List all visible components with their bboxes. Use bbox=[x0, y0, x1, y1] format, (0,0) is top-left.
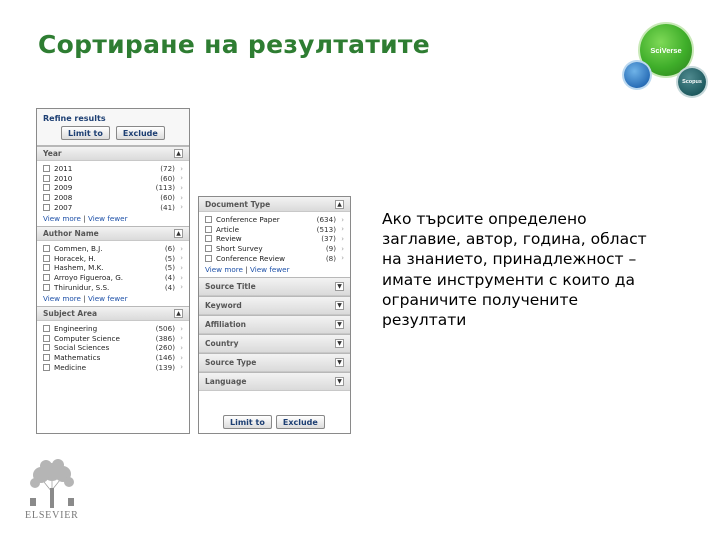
subject-area-section-title: Subject Area bbox=[43, 308, 98, 318]
refine-title: Refine results bbox=[43, 114, 106, 123]
item-count: (9) bbox=[325, 244, 336, 254]
scopus-logo bbox=[678, 68, 706, 96]
scopus-logo-text: Scopus bbox=[682, 79, 702, 85]
item-count: (5) bbox=[164, 263, 175, 273]
item-label[interactable]: Short Survey bbox=[216, 244, 263, 254]
item-label[interactable]: Thirunidur, S.S. bbox=[54, 282, 110, 292]
list-item bbox=[43, 174, 183, 184]
item-label[interactable]: Medicine bbox=[54, 362, 87, 372]
elsevier-wordmark: ELSEVIER bbox=[25, 510, 79, 521]
separator: | bbox=[83, 293, 86, 303]
list-item bbox=[205, 215, 344, 225]
document-type-checkbox[interactable] bbox=[205, 245, 212, 252]
refine-button-row bbox=[43, 126, 183, 140]
item-count: (634) bbox=[316, 215, 336, 225]
view-fewer-link[interactable]: View fewer bbox=[87, 213, 128, 223]
subject-checkbox[interactable] bbox=[43, 335, 50, 342]
view-links bbox=[43, 292, 183, 304]
list-item bbox=[43, 244, 183, 254]
item-count: (37) bbox=[321, 234, 336, 244]
chevron-right-icon: › bbox=[341, 244, 344, 253]
item-label[interactable]: 2010 bbox=[54, 173, 73, 183]
country-section-header[interactable] bbox=[199, 334, 350, 353]
chevron-right-icon: › bbox=[180, 254, 183, 263]
subject-checkbox[interactable] bbox=[43, 325, 50, 332]
item-label[interactable]: Hashem, M.K. bbox=[54, 263, 104, 273]
item-label[interactable]: Mathematics bbox=[54, 353, 101, 363]
author-checkbox[interactable] bbox=[43, 245, 50, 252]
refine-results-panel bbox=[36, 108, 190, 434]
source-type-section-title: Source Type bbox=[205, 357, 257, 367]
item-count: (41) bbox=[160, 202, 175, 212]
expand-icon[interactable]: ▼ bbox=[335, 301, 344, 310]
year-checkbox[interactable] bbox=[43, 175, 50, 182]
document-type-checkbox[interactable] bbox=[205, 235, 212, 242]
year-checkbox[interactable] bbox=[43, 165, 50, 172]
chevron-right-icon: › bbox=[341, 215, 344, 224]
source-title-section-header[interactable] bbox=[199, 277, 350, 296]
affiliation-section-header[interactable] bbox=[199, 315, 350, 334]
author-checkbox[interactable] bbox=[43, 255, 50, 262]
expand-icon[interactable]: ▼ bbox=[335, 282, 344, 291]
collapse-icon[interactable]: ▲ bbox=[335, 200, 344, 209]
chevron-right-icon: › bbox=[180, 353, 183, 362]
list-item bbox=[43, 164, 183, 174]
keyword-section-header[interactable] bbox=[199, 296, 350, 315]
item-count: (146) bbox=[155, 353, 175, 363]
limit-to-button-bottom[interactable]: Limit to bbox=[223, 415, 272, 429]
document-type-checkbox[interactable] bbox=[205, 226, 212, 233]
document-type-checkbox[interactable] bbox=[205, 216, 212, 223]
chevron-right-icon: › bbox=[180, 193, 183, 202]
year-checkbox[interactable] bbox=[43, 184, 50, 191]
item-count: (5) bbox=[164, 253, 175, 263]
exclude-button[interactable]: Exclude bbox=[116, 126, 165, 140]
expand-icon[interactable]: ▼ bbox=[335, 339, 344, 348]
year-checkbox[interactable] bbox=[43, 204, 50, 211]
author-section-header[interactable] bbox=[37, 226, 189, 241]
chevron-right-icon: › bbox=[180, 174, 183, 183]
list-item bbox=[205, 244, 344, 254]
chevron-right-icon: › bbox=[180, 263, 183, 272]
list-item bbox=[43, 362, 183, 372]
list-item bbox=[205, 253, 344, 263]
subject-checkbox[interactable] bbox=[43, 364, 50, 371]
chevron-right-icon: › bbox=[180, 334, 183, 343]
refine-results-panel-continued bbox=[198, 196, 351, 434]
chevron-right-icon: › bbox=[341, 234, 344, 243]
affiliation-section-title: Affiliation bbox=[205, 319, 247, 329]
item-count: (8) bbox=[325, 253, 336, 263]
author-checkbox[interactable] bbox=[43, 284, 50, 291]
document-type-section-header[interactable] bbox=[199, 197, 350, 212]
list-item bbox=[43, 343, 183, 353]
item-count: (6) bbox=[164, 244, 175, 254]
source-type-section-header[interactable] bbox=[199, 353, 350, 372]
item-count: (506) bbox=[155, 324, 175, 334]
view-fewer-link[interactable]: View fewer bbox=[87, 293, 128, 303]
chevron-right-icon: › bbox=[180, 343, 183, 352]
item-label[interactable]: Social Sciences bbox=[54, 343, 110, 353]
author-checkbox[interactable] bbox=[43, 274, 50, 281]
year-section-body bbox=[37, 161, 189, 226]
list-item bbox=[43, 202, 183, 212]
list-item bbox=[43, 273, 183, 283]
view-more-link[interactable]: View more bbox=[43, 293, 81, 303]
item-count: (72) bbox=[160, 164, 175, 174]
item-count: (139) bbox=[155, 362, 175, 372]
item-label[interactable]: 2009 bbox=[54, 183, 73, 193]
view-links bbox=[205, 263, 344, 275]
list-item bbox=[43, 183, 183, 193]
item-label[interactable]: Horacek, H. bbox=[54, 253, 96, 263]
list-item bbox=[43, 334, 183, 344]
chevron-right-icon: › bbox=[180, 283, 183, 292]
chevron-right-icon: › bbox=[180, 324, 183, 333]
collapse-icon[interactable]: ▲ bbox=[174, 229, 183, 238]
sciverse-logo-text: SciVerse bbox=[650, 45, 682, 55]
item-count: (4) bbox=[164, 282, 175, 292]
slide-title: Сортиране на резултатите bbox=[38, 30, 430, 59]
item-count: (113) bbox=[155, 183, 175, 193]
list-item bbox=[43, 193, 183, 203]
limit-to-button[interactable]: Limit to bbox=[61, 126, 110, 140]
item-label[interactable]: Conference Review bbox=[216, 253, 285, 263]
separator: | bbox=[245, 264, 248, 274]
language-section-header[interactable] bbox=[199, 372, 350, 391]
list-item bbox=[43, 254, 183, 264]
subject-area-section-body bbox=[37, 321, 189, 374]
item-label[interactable]: Commen, B.J. bbox=[54, 244, 103, 254]
list-item bbox=[43, 324, 183, 334]
subject-checkbox[interactable] bbox=[43, 344, 50, 351]
document-type-section-body bbox=[199, 212, 350, 277]
item-label[interactable]: Arroyo Figueroa, G. bbox=[54, 273, 124, 283]
author-section-title: Author Name bbox=[43, 228, 99, 238]
item-count: (513) bbox=[316, 224, 336, 234]
subject-checkbox[interactable] bbox=[43, 354, 50, 361]
chevron-right-icon: › bbox=[180, 273, 183, 282]
year-checkbox[interactable] bbox=[43, 194, 50, 201]
source-title-section-title: Source Title bbox=[205, 281, 256, 291]
list-item bbox=[205, 234, 344, 244]
list-item bbox=[43, 353, 183, 363]
item-label[interactable]: 2007 bbox=[54, 202, 73, 212]
item-count: (60) bbox=[160, 173, 175, 183]
view-more-link[interactable]: View more bbox=[43, 213, 81, 223]
collapse-icon[interactable]: ▲ bbox=[174, 309, 183, 318]
item-label[interactable]: 2011 bbox=[54, 164, 73, 174]
chevron-right-icon: › bbox=[180, 244, 183, 253]
country-section-title: Country bbox=[205, 338, 239, 348]
view-more-link[interactable]: View more bbox=[205, 264, 243, 274]
chevron-right-icon: › bbox=[180, 164, 183, 173]
language-section-title: Language bbox=[205, 376, 247, 386]
item-count: (4) bbox=[164, 273, 175, 283]
list-item bbox=[205, 225, 344, 235]
author-checkbox[interactable] bbox=[43, 264, 50, 271]
body-text: Ако търсите определено заглавие, автор, година, област на знанието, принадлежност – имате инструменти с които да ограничите получените резултати bbox=[382, 210, 647, 330]
refine-bottom-button-row bbox=[223, 415, 325, 429]
sciverse-blue-circle bbox=[624, 62, 650, 88]
expand-icon[interactable]: ▼ bbox=[335, 377, 344, 386]
exclude-button-bottom[interactable]: Exclude bbox=[276, 415, 325, 429]
item-count: (386) bbox=[155, 333, 175, 343]
document-type-checkbox[interactable] bbox=[205, 255, 212, 262]
view-links bbox=[43, 212, 183, 224]
document-type-section-title: Document Type bbox=[205, 199, 271, 209]
item-label[interactable]: Conference Paper bbox=[216, 215, 280, 225]
chevron-right-icon: › bbox=[180, 203, 183, 212]
chevron-right-icon: › bbox=[341, 225, 344, 234]
expand-icon[interactable]: ▼ bbox=[335, 358, 344, 367]
list-item bbox=[43, 263, 183, 273]
item-count: (60) bbox=[160, 193, 175, 203]
view-fewer-link[interactable]: View fewer bbox=[249, 264, 290, 274]
year-section-title: Year bbox=[43, 149, 62, 158]
keyword-section-title: Keyword bbox=[205, 300, 242, 310]
expand-icon[interactable]: ▼ bbox=[335, 320, 344, 329]
item-label[interactable]: Engineering bbox=[54, 324, 98, 334]
item-label[interactable]: Computer Science bbox=[54, 333, 120, 343]
chevron-right-icon: › bbox=[341, 254, 344, 263]
refine-header bbox=[37, 109, 189, 146]
item-label[interactable]: 2008 bbox=[54, 193, 73, 203]
collapse-icon[interactable]: ▲ bbox=[174, 149, 183, 158]
separator: | bbox=[83, 213, 86, 223]
item-count: (260) bbox=[155, 343, 175, 353]
elsevier-tree-icon bbox=[24, 458, 80, 510]
list-item bbox=[43, 282, 183, 292]
chevron-right-icon: › bbox=[180, 183, 183, 192]
author-section-body bbox=[37, 241, 189, 306]
item-label[interactable]: Review bbox=[216, 234, 242, 244]
subject-area-section-header[interactable] bbox=[37, 306, 189, 321]
item-label[interactable]: Article bbox=[216, 224, 240, 234]
chevron-right-icon: › bbox=[180, 363, 183, 372]
year-section-header[interactable] bbox=[37, 146, 189, 161]
